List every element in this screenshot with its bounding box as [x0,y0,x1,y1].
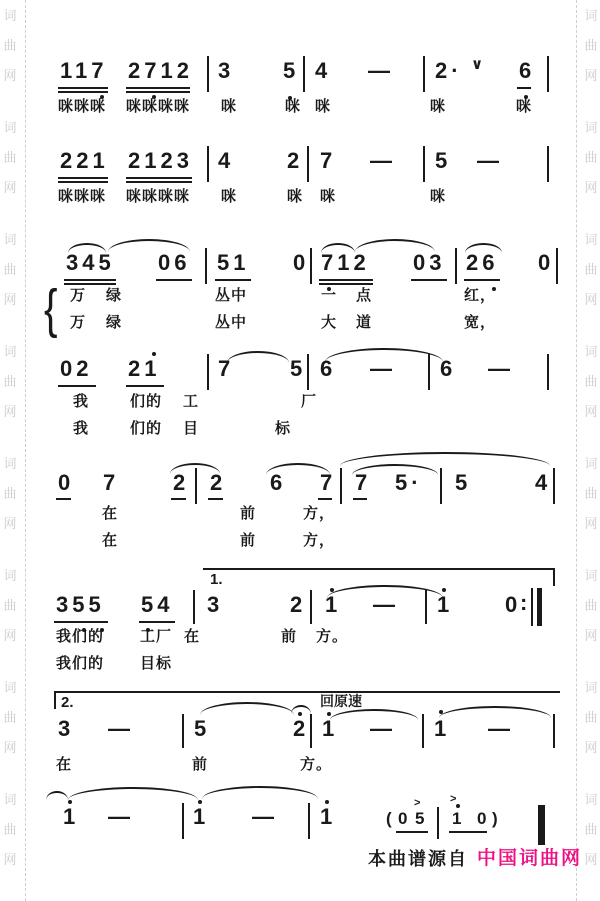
beam-line [58,181,108,183]
note: 7 [355,470,372,495]
watermark-char: 词 [584,344,598,359]
octave-dot-high [456,804,460,808]
watermark-char: 曲 [3,38,17,53]
note: 2 [293,716,310,741]
note: 54 [141,592,174,617]
note: — [477,148,503,173]
barline [440,468,442,504]
note: 7 [320,470,337,495]
lyric: 红， [464,287,497,304]
watermark-char: 网 [3,628,17,643]
lyric: 前 [281,628,298,645]
lyric: 万 [70,314,87,331]
barline [437,807,439,839]
beam-line [58,385,96,387]
watermark-char: 曲 [3,262,17,277]
lyric: 前 [240,505,257,522]
note: 0 [538,250,555,275]
note: 7 [103,470,120,495]
beam-line [353,498,367,500]
watermark-char: 曲 [3,374,17,389]
watermark-char: 词 [3,232,17,247]
beam-line [464,279,500,281]
note: 5 [435,148,452,173]
watermark-char: 词 [584,792,598,807]
lyric: 们的 [130,393,163,410]
watermark-char: 网 [3,852,17,867]
barline [556,248,558,284]
footer-brand-link[interactable]: 中国词曲网 [477,848,583,869]
watermark-char: 网 [584,180,598,195]
watermark-char: 曲 [584,38,598,53]
beam-line [215,279,251,281]
lyric: 丛中 [215,314,248,331]
watermark-char: 词 [3,120,17,135]
beam-line [126,87,190,89]
slur-arc [227,351,289,363]
barline [307,354,309,390]
note: 117 [60,58,108,83]
note: — [108,716,134,741]
volta-1-corner [553,568,555,586]
note: 1 [193,804,210,829]
watermark-char: 网 [584,628,598,643]
note: 6 [519,58,536,83]
beam-line [126,385,164,387]
note: 0 [293,250,310,275]
note: 3 [58,716,75,741]
watermark-char: 词 [3,568,17,583]
watermark-char: 曲 [3,710,17,725]
barline [425,590,427,624]
slur-arc [200,702,294,715]
barline [207,146,209,182]
barline [310,248,312,284]
volta-2-line [54,691,560,693]
watermark-char: 网 [3,404,17,419]
beam-line [58,87,108,89]
note: 1 [325,592,342,617]
watermark-char: 曲 [584,710,598,725]
breath-mark: ∨ [471,56,484,73]
watermark-char: 词 [584,568,598,583]
note: 1 [322,716,339,741]
repeat-dots: : [520,590,532,615]
beam-line [56,498,71,500]
note: — [108,804,134,829]
slur-arc [340,452,550,466]
barline [310,714,312,748]
note: — [373,592,399,617]
beam-line [64,279,116,281]
barline [205,248,207,284]
watermark-char: 网 [3,292,17,307]
music-symbol: 5 [415,809,425,828]
barline [547,146,549,182]
octave-dot-high [442,588,446,592]
note: 3 [207,592,224,617]
note: — [488,716,514,741]
accent-mark: > [450,793,457,805]
barline [553,714,555,748]
note: 0 [505,592,522,617]
final-barline [538,805,545,845]
lyric: 在 [102,532,119,549]
watermark-char: 词 [584,456,598,471]
note: 1 [437,592,454,617]
lyric: 工厂 [140,628,173,645]
watermark-char: 词 [3,680,17,695]
lyric: 一 [321,287,338,304]
octave-dot-high [330,588,334,592]
volta-1-line [203,568,555,570]
lyric: 在 [102,505,119,522]
octave-dot-high [152,352,156,356]
beam-line [411,279,447,281]
note: 4 [315,58,332,83]
lyric: 前 [240,532,257,549]
octave-dot-high [68,800,72,804]
watermark-char: 词 [584,8,598,23]
octave-dot-high [325,800,329,804]
lyric: 咪 [516,98,533,115]
watermark-char: 网 [3,180,17,195]
lyric: 绿 [106,314,123,331]
octave-dot-high [439,710,443,714]
watermark-char: 网 [584,68,598,83]
note: 3 [218,58,235,83]
lyric: 方， [303,532,336,549]
beam-line [318,498,332,500]
barline [182,714,184,748]
watermark-char: 词 [584,680,598,695]
lyric: 方。 [300,756,333,773]
lyric: 大 [321,314,338,331]
note: 6 [440,356,457,381]
watermark-char: 曲 [3,822,17,837]
verse-brace: { [44,279,58,339]
barline [207,56,209,92]
lyric: 咪 [430,98,447,115]
beam-line [54,621,108,623]
lyric: 道 [356,314,373,331]
music-symbol: ( [386,809,392,828]
tempo-text: 回原速 [320,693,362,709]
note: 5· [395,470,423,495]
note: 1 [320,804,337,829]
note: 355 [56,592,105,617]
watermark-char: 曲 [3,486,17,501]
octave-dot-high [298,712,302,716]
music-symbol: 1 [452,809,462,828]
note: 6 [320,356,337,381]
lyric: 咪咪咪 [58,98,107,115]
watermark-left-column [2,0,18,901]
beam-line [396,831,428,833]
watermark-char: 词 [584,120,598,135]
barline [193,590,195,624]
beam-line [139,621,175,623]
barline [531,588,533,626]
watermark-char: 曲 [584,150,598,165]
octave-dot-high [327,712,331,716]
note: 02 [60,356,93,381]
watermark-char: 词 [3,792,17,807]
note: 7 [218,356,235,381]
lyric: 咪 [320,188,337,205]
lyric: 在 [56,756,73,773]
note: 1 [434,716,451,741]
note: 4 [218,148,235,173]
beam-line [319,283,373,285]
lyric: 在 [184,628,201,645]
barline [307,146,309,182]
lyric: 点 [356,287,373,304]
note: — [370,148,396,173]
barline [207,354,209,390]
watermark-char: 网 [3,68,17,83]
barline [182,803,184,839]
music-symbol: ) [492,809,498,828]
watermark-char: 曲 [3,150,17,165]
lyric: 们的 [130,420,163,437]
note: 0 [58,470,75,495]
beam-line [171,498,186,500]
barline [455,248,457,284]
note: — [370,716,396,741]
watermark-char: 网 [3,516,17,531]
note: — [368,58,394,83]
lyric: 目 [183,420,200,437]
beam-line [58,91,108,93]
note: 5 [455,470,472,495]
barline [422,714,424,748]
music-symbol: 0 [398,809,408,828]
slur-arc [68,787,198,800]
watermark-divider-left [25,0,26,901]
watermark-char: 网 [584,740,598,755]
note: 712 [321,250,370,275]
note: 2712 [128,58,193,83]
watermark-char: 曲 [584,262,598,277]
lyric: 目标 [140,655,173,672]
watermark-right-column [583,0,599,901]
note: 1 [63,804,80,829]
lyric: 咪 [221,188,238,205]
lyric: 工 [183,393,200,410]
note: 5 [194,716,211,741]
lyric: 厂 [301,393,318,410]
beam-line [58,177,108,179]
barline [547,354,549,390]
note: 4 [535,470,552,495]
note: 7 [320,148,337,173]
footer-source-label: 本曲谱源自 [368,849,468,869]
barline [423,146,425,182]
watermark-char: 网 [584,404,598,419]
beam-line [156,279,192,281]
beam-line [517,87,531,89]
note: 2 [210,470,227,495]
volta-2-corner [54,691,56,709]
beam-line [64,283,116,285]
note: 5 [283,58,300,83]
beam-line [126,181,192,183]
watermark-char: 词 [3,344,17,359]
accent-mark: > [414,797,421,809]
lyric: 我们的 [56,655,105,672]
lyric: 前 [192,756,209,773]
watermark-char: 曲 [584,486,598,501]
barline [340,468,342,504]
music-symbol: 0 [477,809,487,828]
lyric: 方， [303,505,336,522]
lyric: 咪咪咪 [58,188,107,205]
note: 03 [413,250,446,275]
watermark-char: 曲 [584,822,598,837]
repeat-barline [537,588,542,626]
lyric: 我们的 [56,628,105,645]
octave-dot-high [198,800,202,804]
lyric: 丛中 [215,287,248,304]
beam-line [449,831,487,833]
beam-line [208,498,223,500]
barline [310,590,312,624]
note: — [370,356,396,381]
watermark-char: 网 [584,516,598,531]
watermark-char: 曲 [3,598,17,613]
note: — [252,804,278,829]
barline [547,56,549,92]
lyric: 方。 [316,628,349,645]
slur-arc [46,791,68,800]
barline [195,468,197,504]
note: 2 [173,470,190,495]
note: — [488,356,514,381]
volta-2-label: 2. [61,694,74,711]
note: 2 [287,148,304,173]
watermark-char: 曲 [584,598,598,613]
lyric: 咪 [315,98,332,115]
beam-line [126,177,192,179]
note: 6 [270,470,287,495]
barline [303,56,305,92]
note: 5 [290,356,307,381]
lyric: 标 [275,420,292,437]
watermark-char: 网 [584,852,598,867]
lyric: 我 [73,393,90,410]
note: 2123 [128,148,193,173]
note: 21 [128,356,161,381]
note: 2 [290,592,307,617]
lyric: 宽， [464,314,497,331]
watermark-divider-right [576,0,577,901]
watermark-char: 词 [584,232,598,247]
beam-line [319,279,373,281]
lyric: 我 [73,420,90,437]
note: 26 [466,250,499,275]
note: 345 [66,250,115,275]
note: 2· [435,58,463,83]
barline [553,468,555,504]
lyric: 咪 [287,188,304,205]
lyric: 咪 [285,98,302,115]
beam-line [126,91,190,93]
note: 221 [60,148,109,173]
lyric: 咪 [221,98,238,115]
barline [428,354,430,390]
lyric: 绿 [106,287,123,304]
lyric: 咪咪咪咪 [126,98,191,115]
volta-1-label: 1. [210,571,223,588]
watermark-char: 词 [3,8,17,23]
note: 51 [217,250,250,275]
lyric: 咪咪咪咪 [126,188,191,205]
note: 06 [158,250,191,275]
slur-arc [202,786,318,799]
barline [308,803,310,839]
watermark-char: 曲 [584,374,598,389]
barline [423,56,425,92]
lyric: 万 [70,287,87,304]
watermark-char: 词 [3,456,17,471]
lyric: 咪 [430,188,447,205]
watermark-char: 网 [584,292,598,307]
watermark-char: 网 [3,740,17,755]
